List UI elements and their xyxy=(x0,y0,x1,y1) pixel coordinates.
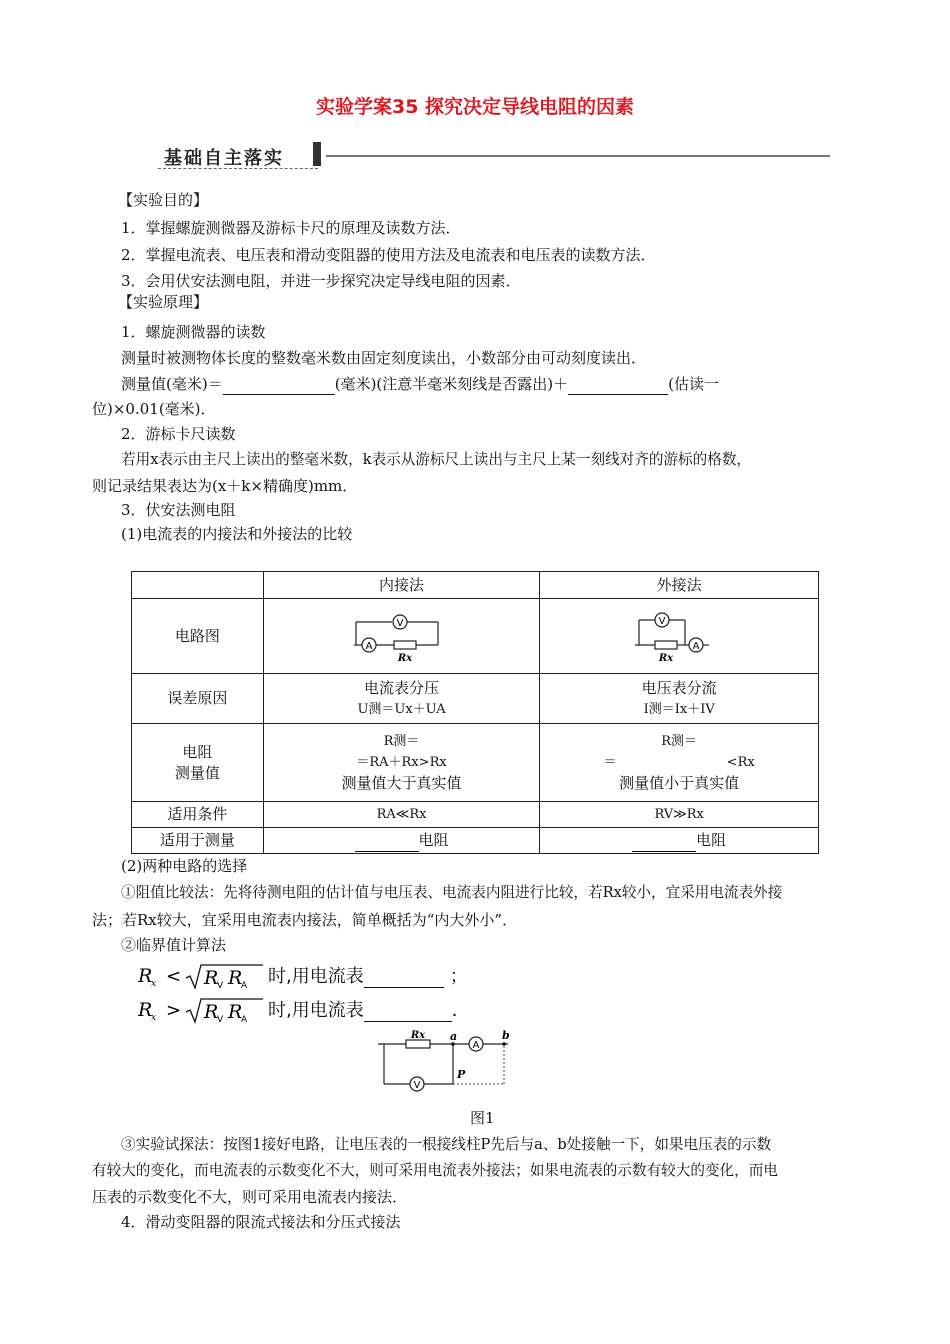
usage-inner-blank xyxy=(355,830,419,852)
value-outer-1: R测＝ xyxy=(661,734,698,749)
cond-inner: RA≪Rx xyxy=(263,802,540,828)
error-inner-formula: U测＝Ux＋UA xyxy=(357,701,446,717)
error-outer-formula: I测＝Ix＋IV xyxy=(643,701,715,717)
purpose-item-2: 2．掌握电流表、电压表和滑动变阻器的使用方法及电流表和电压表的读数方法． xyxy=(121,246,656,264)
purpose-item-3: 3．会用伏安法测电阻，并进一步探究决定导线电阻的因素． xyxy=(121,272,521,290)
formula-2-end: ． xyxy=(451,1000,470,1021)
svg-text:R: R xyxy=(228,967,243,989)
table-row-value xyxy=(132,724,819,802)
error-inner: 电流表分压 xyxy=(364,678,440,697)
comparison-table xyxy=(131,571,819,854)
svg-text:R: R xyxy=(204,967,219,989)
s1-title: 1．螺旋测微器的读数 xyxy=(121,323,266,341)
s3-title: 3．伏安法测电阻 xyxy=(121,501,236,519)
row-value-label-1: 电阻 xyxy=(182,742,213,761)
svg-text:R: R xyxy=(138,965,153,987)
inner-circuit-cell xyxy=(263,599,540,674)
m3-line3: 压表的示数变化不大，则可采用电流表内接法． xyxy=(92,1188,408,1206)
choice-title: (2)两种电路的选择 xyxy=(121,857,248,875)
fig1-node-b: b xyxy=(502,1030,510,1042)
s1-line2-c: (估读一 xyxy=(668,375,719,393)
error-outer-cell xyxy=(540,674,819,724)
svg-text:x: x xyxy=(151,979,157,989)
row-usage-label: 适用于测量 xyxy=(132,828,264,854)
value-outer-cell xyxy=(540,724,819,802)
section-banner-text: 基础自主落实 xyxy=(164,148,284,169)
value-inner-3: 测量值大于真实值 xyxy=(341,774,462,792)
row-circuit-label: 电路图 xyxy=(132,599,264,674)
value-inner-2: ＝RA＋Rx>Rx xyxy=(356,755,447,770)
usage-outer-suffix: 电阻 xyxy=(696,830,727,849)
s2-line1: 若用x表示由主尺上读出的整毫米数，k表示从游标尺上读出与主尺上某一刻线对齐的游标的格数， xyxy=(121,451,752,468)
s1-line2 xyxy=(121,374,719,395)
purpose-item-1: 1．掌握螺旋测微器及游标卡尺的原理及读数方法． xyxy=(121,219,461,237)
inner-ammeter-label: A xyxy=(365,641,372,652)
table-header-row xyxy=(132,572,819,599)
table-row-circuit xyxy=(132,599,819,674)
outer-ammeter-label: A xyxy=(692,641,700,652)
fig1-node-p: P xyxy=(457,1068,466,1081)
s2-title: 2．游标卡尺读数 xyxy=(121,425,236,443)
svg-text:R: R xyxy=(204,1001,219,1023)
principle-heading: 【实验原理】 xyxy=(118,293,209,311)
svg-text:>: > xyxy=(166,1000,182,1021)
banner-bar xyxy=(313,142,321,166)
col-inner: 内接法 xyxy=(263,572,540,599)
banner-dash xyxy=(158,168,318,169)
m1-line2: 法；若Rx较大，宜采用电流表内接法，简单概括为“内大外小”． xyxy=(92,911,518,929)
usage-outer-blank xyxy=(632,830,696,852)
inner-connection-diagram xyxy=(352,606,452,666)
inner-resistor-label: Rx xyxy=(397,653,412,664)
m2-title: ②临界值计算法 xyxy=(121,936,227,954)
formula-1-blank xyxy=(364,966,444,988)
figure-1-caption: 图1 xyxy=(470,1109,495,1127)
row-cond-label: 适用条件 xyxy=(132,802,264,828)
svg-text:A: A xyxy=(241,1015,248,1025)
m3-line1: ③实验试探法：按图1接好电路，让电压表的一根接线柱P先后与a、b处接触一下，如果电压表的示数 xyxy=(121,1136,772,1153)
col-outer: 外接法 xyxy=(540,572,819,599)
fig1-ammeter-label: A xyxy=(472,1040,480,1051)
usage-outer-cell xyxy=(540,828,819,854)
outer-voltmeter-label: V xyxy=(658,616,666,627)
value-outer-3: 测量值小于真实值 xyxy=(619,774,740,792)
s3-sub1: (1)电流表的内接法和外接法的比较 xyxy=(121,525,353,543)
m3-line2: 有较大的变化，而电流表的示数变化不大，则可采用电流表外接法；如果电流表的示数有较大的变化，而电 xyxy=(92,1162,778,1179)
formula-2 xyxy=(138,996,470,1026)
s2-line2: 则记录结果表达为(x＋k×精确度)mm． xyxy=(92,477,358,495)
m1-line1: ①阻值比较法：先将待测电阻的估计值与电压表、电流表内阻进行比较，若Rx较小，宜采用电流表外接 xyxy=(121,884,783,901)
figure-1-circuit xyxy=(376,1030,516,1092)
svg-text:V: V xyxy=(217,981,224,991)
s1-line3: 位)×0.01(毫米)． xyxy=(92,400,216,418)
value-inner-1: R测＝ xyxy=(383,734,420,749)
svg-text:R: R xyxy=(138,999,153,1021)
table-corner xyxy=(132,572,264,599)
s1-line2-b: (毫米)(注意半毫米刻线是否露出)＋ xyxy=(334,375,569,393)
error-outer: 电压表分流 xyxy=(641,678,717,697)
fig1-resistor-label: Rx xyxy=(410,1030,426,1041)
error-inner-cell xyxy=(263,674,540,724)
formula-1-text: 时,用电流表 xyxy=(268,966,364,987)
s1-line2-a: 测量值(毫米)＝ xyxy=(121,375,223,393)
inner-voltmeter-label: V xyxy=(396,618,403,629)
section-banner xyxy=(158,138,830,170)
outer-resistor-label: Rx xyxy=(659,653,674,664)
svg-text:x: x xyxy=(151,1013,157,1023)
svg-text:R: R xyxy=(228,1001,243,1023)
row-value-label-2: 测量值 xyxy=(174,763,220,782)
formula-1-end: ； xyxy=(449,966,468,987)
formula-2-math xyxy=(138,996,268,1026)
svg-text:A: A xyxy=(241,981,248,991)
row-error-label: 误差原因 xyxy=(132,674,264,724)
value-outer-2b: <Rx xyxy=(726,755,755,770)
banner-rule xyxy=(326,155,830,157)
outer-circuit-cell xyxy=(540,599,819,674)
table-row-cond xyxy=(132,802,819,828)
usage-inner-cell xyxy=(263,828,540,854)
blank-integer-mm xyxy=(223,374,335,395)
svg-text:V: V xyxy=(217,1015,224,1025)
outer-connection-diagram xyxy=(629,606,729,666)
usage-inner-suffix: 电阻 xyxy=(418,830,449,849)
formula-2-blank xyxy=(364,1000,452,1022)
purpose-heading: 【实验目的】 xyxy=(118,191,209,209)
fig1-voltmeter-label: V xyxy=(413,1080,421,1091)
svg-text:<: < xyxy=(166,966,182,987)
fig1-node-a: a xyxy=(450,1030,458,1043)
page-title: 实验学案35 探究决定导线电阻的因素 xyxy=(315,96,635,118)
formula-1 xyxy=(138,962,468,992)
formula-2-text: 时,用电流表 xyxy=(268,1000,364,1021)
value-outer-2-line xyxy=(540,752,818,773)
cond-outer: RV≫Rx xyxy=(540,802,819,828)
table-row-error xyxy=(132,674,819,724)
formula-1-math xyxy=(138,962,268,992)
value-outer-2: ＝ xyxy=(603,755,617,770)
value-inner-cell xyxy=(263,724,540,802)
table-row-usage xyxy=(132,828,819,854)
s1-line1: 测量时被测物体长度的整数毫米数由固定刻度读出，小数部分由可动刻度读出． xyxy=(121,349,647,367)
blank-divisions xyxy=(568,374,668,395)
s4-title: 4．滑动变阻器的限流式接法和分压式接法 xyxy=(121,1213,401,1231)
row-value-label xyxy=(132,724,264,802)
